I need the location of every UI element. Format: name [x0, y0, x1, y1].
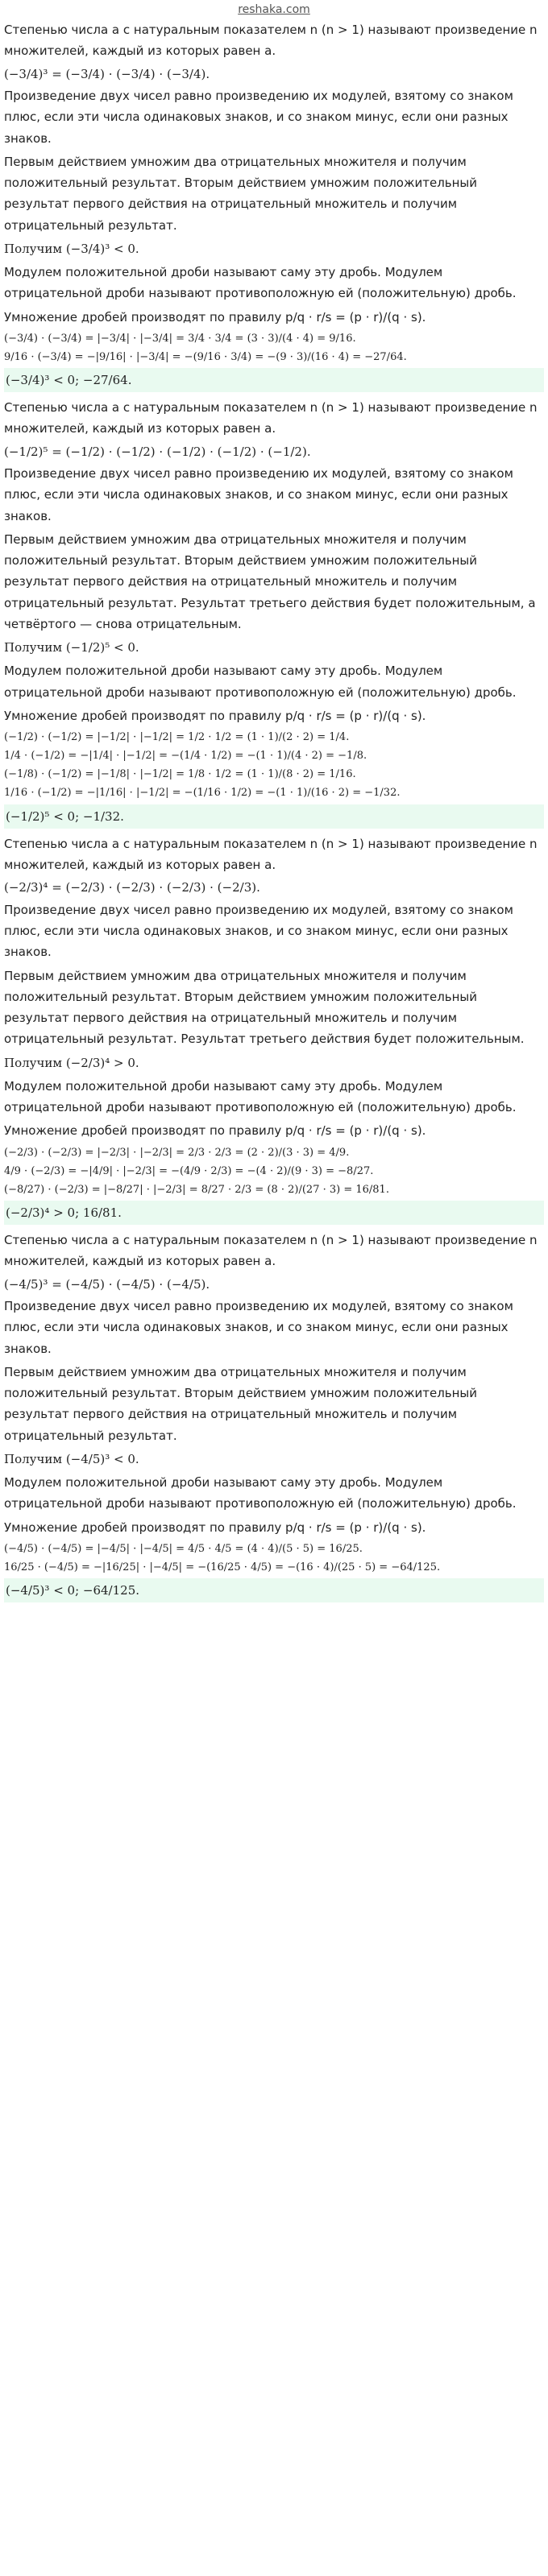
power-expansion: (−4/5)³ = (−4/5) · (−4/5) · (−4/5). — [4, 1276, 210, 1292]
fraction-multiplication-rule: Умножение дробей производят по правилу p/q · r/s = (p · r)/(q · s). — [4, 1123, 426, 1139]
sign-conclusion: Получим (−1/2)⁵ < 0. — [4, 640, 139, 655]
calc-step: (−8/27) · (−2/3) = |−8/27| · |−2/3| = 8/27 · 2/3 = (8 · 2)/(27 · 3) = 16/81. — [4, 1183, 389, 1196]
answer-box: (−1/2)⁵ < 0; −1/32. — [4, 804, 544, 829]
calc-step: 9/16 · (−3/4) = −|9/16| · |−3/4| = −(9/16 · 3/4) = −(9 · 3)/(16 · 4) = −27/64. — [4, 350, 407, 363]
answer-box: (−3/4)³ < 0; −27/64. — [4, 368, 544, 392]
power-expansion: (−1/2)⁵ = (−1/2) · (−1/2) · (−1/2) · (−1/2) · (−1/2). — [4, 444, 311, 459]
modulus-rule: Модулем положительной дроби называют саму эту дробь. Модулем отрицательной дроби называют противоположную ей (положительную) дробь. — [4, 1078, 517, 1115]
product-sign-rule: Произведение двух чисел равно произведению их модулей, взятому со знаком плюс, если эти числа одинаковых знаков, и со знаком минус, если они разных знаков. — [4, 1299, 513, 1356]
solution-section — [4, 397, 544, 829]
solution-section — [4, 833, 544, 1225]
steps-explanation: Первым действием умножим два отрицательных множителя и получим положительный результат. Вторым действием умножим положительный результат первого действия на отрицательный множитель и получим отрицательный результат. Результат третьего действия будет положительным. — [4, 968, 525, 1047]
steps-explanation: Первым действием умножим два отрицательных множителя и получим положительный результат. Вторым действием умножим положительный результат первого действия на отрицательный множитель и получим отрицательный результат. Результат третьего действия будет положительным, а четвёртого — снова отрицательным. — [4, 531, 536, 631]
modulus-rule: Модулем положительной дроби называют саму эту дробь. Модулем отрицательной дроби называют противоположную ей (положительную) дробь. — [4, 664, 517, 700]
calc-step: (−1/2) · (−1/2) = |−1/2| · |−1/2| = 1/2 · 1/2 = (1 · 1)/(2 · 2) = 1/4. — [4, 731, 350, 744]
modulus-rule: Модулем положительной дроби называют саму эту дробь. Модулем отрицательной дроби называют противоположную ей (положительную) дробь. — [4, 1475, 517, 1511]
calc-step: 1/4 · (−1/2) = −|1/4| · |−1/2| = −(1/4 · 1/2) = −(1 · 1)/(4 · 2) = −1/8. — [4, 750, 367, 763]
fraction-multiplication-rule: Умножение дробей производят по правилу p/q · r/s = (p · r)/(q · s). — [4, 1520, 426, 1535]
power-expansion: (−3/4)³ = (−3/4) · (−3/4) · (−3/4). — [4, 66, 210, 81]
answer-box: (−2/3)⁴ > 0; 16/81. — [4, 1201, 544, 1225]
power-expansion: (−2/3)⁴ = (−2/3) · (−2/3) · (−2/3) · (−2/3). — [4, 880, 260, 895]
answer-box: (−4/5)³ < 0; −64/125. — [4, 1578, 544, 1602]
site-name[interactable]: reshaka.com — [238, 3, 310, 16]
power-definition: Степенью числа a с натуральным показателем n (n > 1) называют произведение n множителей, каждый из которых равен a. — [4, 400, 538, 436]
steps-explanation: Первым действием умножим два отрицательных множителя и получим положительный результат. Вторым действием умножим положительный результат первого действия на отрицательный множитель и получим отрицательный результат. — [4, 154, 478, 233]
sign-conclusion: Получим (−2/3)⁴ > 0. — [4, 1055, 139, 1070]
sign-conclusion: Получим (−3/4)³ < 0. — [4, 241, 139, 256]
fraction-multiplication-rule: Умножение дробей производят по правилу p/q · r/s = (p · r)/(q · s). — [4, 708, 426, 723]
product-sign-rule: Произведение двух чисел равно произведению их модулей, взятому со знаком плюс, если эти числа одинаковых знаков, и со знаком минус, если они разных знаков. — [4, 466, 513, 523]
fraction-multiplication-rule: Умножение дробей производят по правилу p/q · r/s = (p · r)/(q · s). — [4, 309, 426, 325]
product-sign-rule: Произведение двух чисел равно произведению их модулей, взятому со знаком плюс, если эти числа одинаковых знаков, и со знаком минус, если они разных знаков. — [4, 89, 513, 146]
modulus-rule: Модулем положительной дроби называют саму эту дробь. Модулем отрицательной дроби называют противоположную ей (положительную) дробь. — [4, 265, 517, 301]
solution-section — [4, 1230, 544, 1602]
calc-step: 1/16 · (−1/2) = −|1/16| · |−1/2| = −(1/16 · 1/2) = −(1 · 1)/(16 · 2) = −1/32. — [4, 787, 401, 800]
power-definition: Степенью числа a с натуральным показателем n (n > 1) называют произведение n множителей, каждый из которых равен a. — [4, 1233, 538, 1269]
site-header — [4, 0, 544, 19]
power-definition: Степенью числа a с натуральным показателем n (n > 1) называют произведение n множителей, каждый из которых равен a. — [4, 836, 538, 873]
sign-conclusion: Получим (−4/5)³ < 0. — [4, 1451, 139, 1466]
calc-step: (−1/8) · (−1/2) = |−1/8| · |−1/2| = 1/8 · 1/2 = (1 · 1)/(8 · 2) = 1/16. — [4, 768, 356, 781]
calc-step: (−3/4) · (−3/4) = |−3/4| · |−3/4| = 3/4 · 3/4 = (3 · 3)/(4 · 4) = 9/16. — [4, 332, 356, 345]
solution-section — [4, 19, 544, 392]
calc-step: 4/9 · (−2/3) = −|4/9| · |−2/3| = −(4/9 · 2/3) = −(4 · 2)/(9 · 3) = −8/27. — [4, 1164, 374, 1177]
product-sign-rule: Произведение двух чисел равно произведению их модулей, взятому со знаком плюс, если эти числа одинаковых знаков, и со знаком минус, если они разных знаков. — [4, 902, 513, 960]
calc-step: (−4/5) · (−4/5) = |−4/5| · |−4/5| = 4/5 · 4/5 = (4 · 4)/(5 · 5) = 16/25. — [4, 1542, 363, 1555]
power-definition: Степенью числа a с натуральным показателем n (n > 1) называют произведение n множителей, каждый из которых равен a. — [4, 23, 538, 59]
steps-explanation: Первым действием умножим два отрицательных множителя и получим положительный результат. Вторым действием умножим положительный результат первого действия на отрицательный множитель и получим отрицательный результат. — [4, 1364, 478, 1443]
calc-step: (−2/3) · (−2/3) = |−2/3| · |−2/3| = 2/3 · 2/3 = (2 · 2)/(3 · 3) = 4/9. — [4, 1146, 350, 1159]
calc-step: 16/25 · (−4/5) = −|16/25| · |−4/5| = −(16/25 · 4/5) = −(16 · 4)/(25 · 5) = −64/125. — [4, 1561, 441, 1573]
